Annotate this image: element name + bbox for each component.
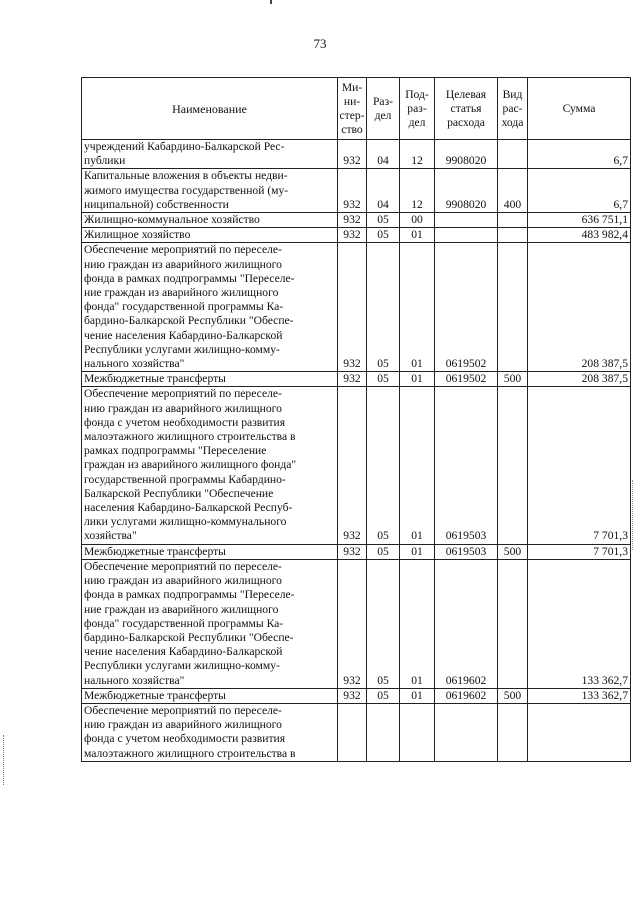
cell-name [82,169,338,213]
cell-name-line: Капитальные вложения в объекты недви- [84,169,288,183]
cell-name-line: малоэтажного жилищного строительства в [84,746,296,760]
cell-name-line: граждан из аварийного жилищного фонда" [84,458,297,472]
cell-ministry: 932 [338,688,367,703]
cell-target-article: 0619503 [435,387,498,544]
cell-name-line: лики услугами жилищно-коммунального [84,515,287,529]
margin-marks [632,480,635,550]
cell-name [82,688,338,703]
cell-name-line: фонда с учетом необходимости развития [84,732,286,746]
table-row [82,243,631,372]
cell-name-line: нального хозяйства" [84,357,185,371]
table-row [82,228,631,243]
cell-target-article: 0619502 [435,243,498,372]
table-header-row [82,78,631,140]
cell-name-line: чение населения Кабардино-Балкарской [84,328,283,342]
cell-name [82,140,338,169]
cell-subsection: 12 [400,169,435,213]
page-number: 73 [313,36,327,51]
cell-ministry: 932 [338,140,367,169]
cell-section: 05 [367,213,400,228]
cell-subsection: 12 [400,140,435,169]
cell-subsection: 01 [400,559,435,688]
header-subsection: Под- раз- дел [400,78,435,140]
cell-sum: 7 701,3 [528,544,631,559]
cell-section: 05 [367,387,400,544]
cell-sum: 7 701,3 [528,387,631,544]
cell-subsection: 01 [400,544,435,559]
cell-ministry: 932 [338,213,367,228]
table-row [82,559,631,688]
cell-sum: 6,7 [528,140,631,169]
cell-name-line: публики [84,154,126,168]
cell-expense-type [498,140,528,169]
cell-sum: 483 982,4 [528,228,631,243]
cell-target-article [435,213,498,228]
cell-name-line: Жилищно-коммунальное хозяйство [84,213,260,227]
cell-ministry: 932 [338,243,367,372]
cell-subsection: 01 [400,228,435,243]
cell-ministry: 932 [338,169,367,213]
cell-name-line: ниципальной) собственности [84,197,229,211]
cell-sum: 636 751,1 [528,213,631,228]
cell-subsection: 00 [400,213,435,228]
cell-target-article [435,228,498,243]
cell-target-article: 0619503 [435,544,498,559]
cell-section: 05 [367,544,400,559]
cell-sum [528,703,631,761]
table-row [82,703,631,761]
cell-name-line: жимого имущества государственной (му- [84,183,289,197]
cell-sum: 133 362,7 [528,688,631,703]
cell-section [367,703,400,761]
cell-subsection [400,703,435,761]
cell-name-line: бардино-Балкарской Республики "Обеспе- [84,314,294,328]
cell-name-line: учреждений Кабардино-Балкарской Рес- [84,140,285,153]
header-target-article: Целевая статья расхода [435,78,498,140]
header-sum: Сумма [528,78,631,140]
cell-expense-type [498,703,528,761]
cell-expense-type: 500 [498,372,528,387]
scan-mark [270,0,272,4]
cell-expense-type: 500 [498,688,528,703]
table-row [82,169,631,213]
cell-name-line: государственной программы Кабардино- [84,472,286,486]
cell-name-line: фонда в рамках подпрограммы "Переселе- [84,588,295,602]
cell-target-article: 9908020 [435,169,498,213]
cell-target-article: 0619602 [435,559,498,688]
cell-ministry: 932 [338,228,367,243]
cell-section: 05 [367,243,400,372]
cell-section: 05 [367,559,400,688]
cell-name-line: ние граждан из аварийного жилищного [84,286,279,300]
cell-sum: 133 362,7 [528,559,631,688]
cell-ministry: 932 [338,387,367,544]
cell-name-line: фонда" государственной программы Ка- [84,616,284,630]
cell-name [82,228,338,243]
cell-name-line: Межбюджетные трансферты [84,688,226,702]
header-expense-type: Вид рас- хода [498,78,528,140]
cell-name-line: фонда в рамках подпрограммы "Переселе- [84,271,295,285]
cell-target-article [435,703,498,761]
cell-ministry [338,703,367,761]
cell-name-line: Межбюджетные трансферты [84,544,226,558]
cell-expense-type: 500 [498,544,528,559]
cell-name [82,703,338,761]
header-name: Наименование [82,78,338,140]
cell-name-line: фонда с учетом необходимости развития [84,415,286,429]
cell-name-line: Обеспечение мероприятий по переселе- [84,559,282,573]
cell-target-article: 9908020 [435,140,498,169]
cell-section: 05 [367,688,400,703]
cell-ministry: 932 [338,544,367,559]
cell-sum: 208 387,5 [528,372,631,387]
cell-section: 04 [367,169,400,213]
table-row [82,213,631,228]
cell-name-line: Республики услугами жилищно-комму- [84,342,280,356]
cell-name-line: фонда" государственной программы Ка- [84,300,284,314]
cell-subsection: 01 [400,387,435,544]
cell-name [82,243,338,372]
cell-section: 04 [367,140,400,169]
cell-ministry: 932 [338,372,367,387]
cell-name [82,372,338,387]
cell-expense-type [498,243,528,372]
header-section: Раз- дел [367,78,400,140]
cell-name-line: рамках подпрограммы "Переселение [84,444,267,458]
cell-name-line: нию граждан из аварийного жилищного [84,574,282,588]
cell-name-line: малоэтажного жилищного строительства в [84,430,296,444]
cell-sum: 208 387,5 [528,243,631,372]
cell-name-line: Обеспечение мероприятий по переселе- [84,387,282,401]
cell-expense-type [498,228,528,243]
table-row [82,387,631,544]
margin-marks [3,735,6,785]
cell-subsection: 01 [400,372,435,387]
table-row [82,688,631,703]
cell-section: 05 [367,228,400,243]
cell-name-line: населения Кабардино-Балкарской Респуб- [84,501,293,515]
cell-name-line: Жилищное хозяйство [84,228,191,242]
table-row [82,544,631,559]
cell-name-line: бардино-Балкарской Республики "Обеспе- [84,630,294,644]
cell-name-line: хозяйства" [84,529,137,543]
cell-name-line: Обеспечение мероприятий по переселе- [84,243,282,257]
cell-name-line: Балкарской Республики "Обеспечение [84,486,274,500]
cell-name-line: чение населения Кабардино-Балкарской [84,645,283,659]
cell-subsection: 01 [400,243,435,372]
header-ministry: Ми- ни- стер- ство [338,78,367,140]
cell-name [82,213,338,228]
cell-name-line: Обеспечение мероприятий по переселе- [84,703,282,717]
cell-name-line: нального хозяйства" [84,673,185,687]
cell-expense-type [498,387,528,544]
table-row [82,372,631,387]
cell-name-line: Республики услугами жилищно-комму- [84,659,280,673]
cell-target-article: 0619502 [435,372,498,387]
cell-expense-type [498,559,528,688]
cell-name [82,544,338,559]
cell-subsection: 01 [400,688,435,703]
cell-name-line: нию граждан из аварийного жилищного [84,257,282,271]
cell-expense-type [498,213,528,228]
cell-sum: 6,7 [528,169,631,213]
cell-name [82,559,338,688]
table-row [82,140,631,169]
cell-name-line: Межбюджетные трансферты [84,372,226,386]
cell-name-line: ние граждан из аварийного жилищного [84,602,279,616]
cell-ministry: 932 [338,559,367,688]
budget-table [81,77,631,762]
cell-name-line: нию граждан из аварийного жилищного [84,718,282,732]
cell-target-article: 0619602 [435,688,498,703]
cell-name [82,387,338,544]
cell-section: 05 [367,372,400,387]
cell-expense-type: 400 [498,169,528,213]
cell-name-line: нию граждан из аварийного жилищного [84,401,282,415]
